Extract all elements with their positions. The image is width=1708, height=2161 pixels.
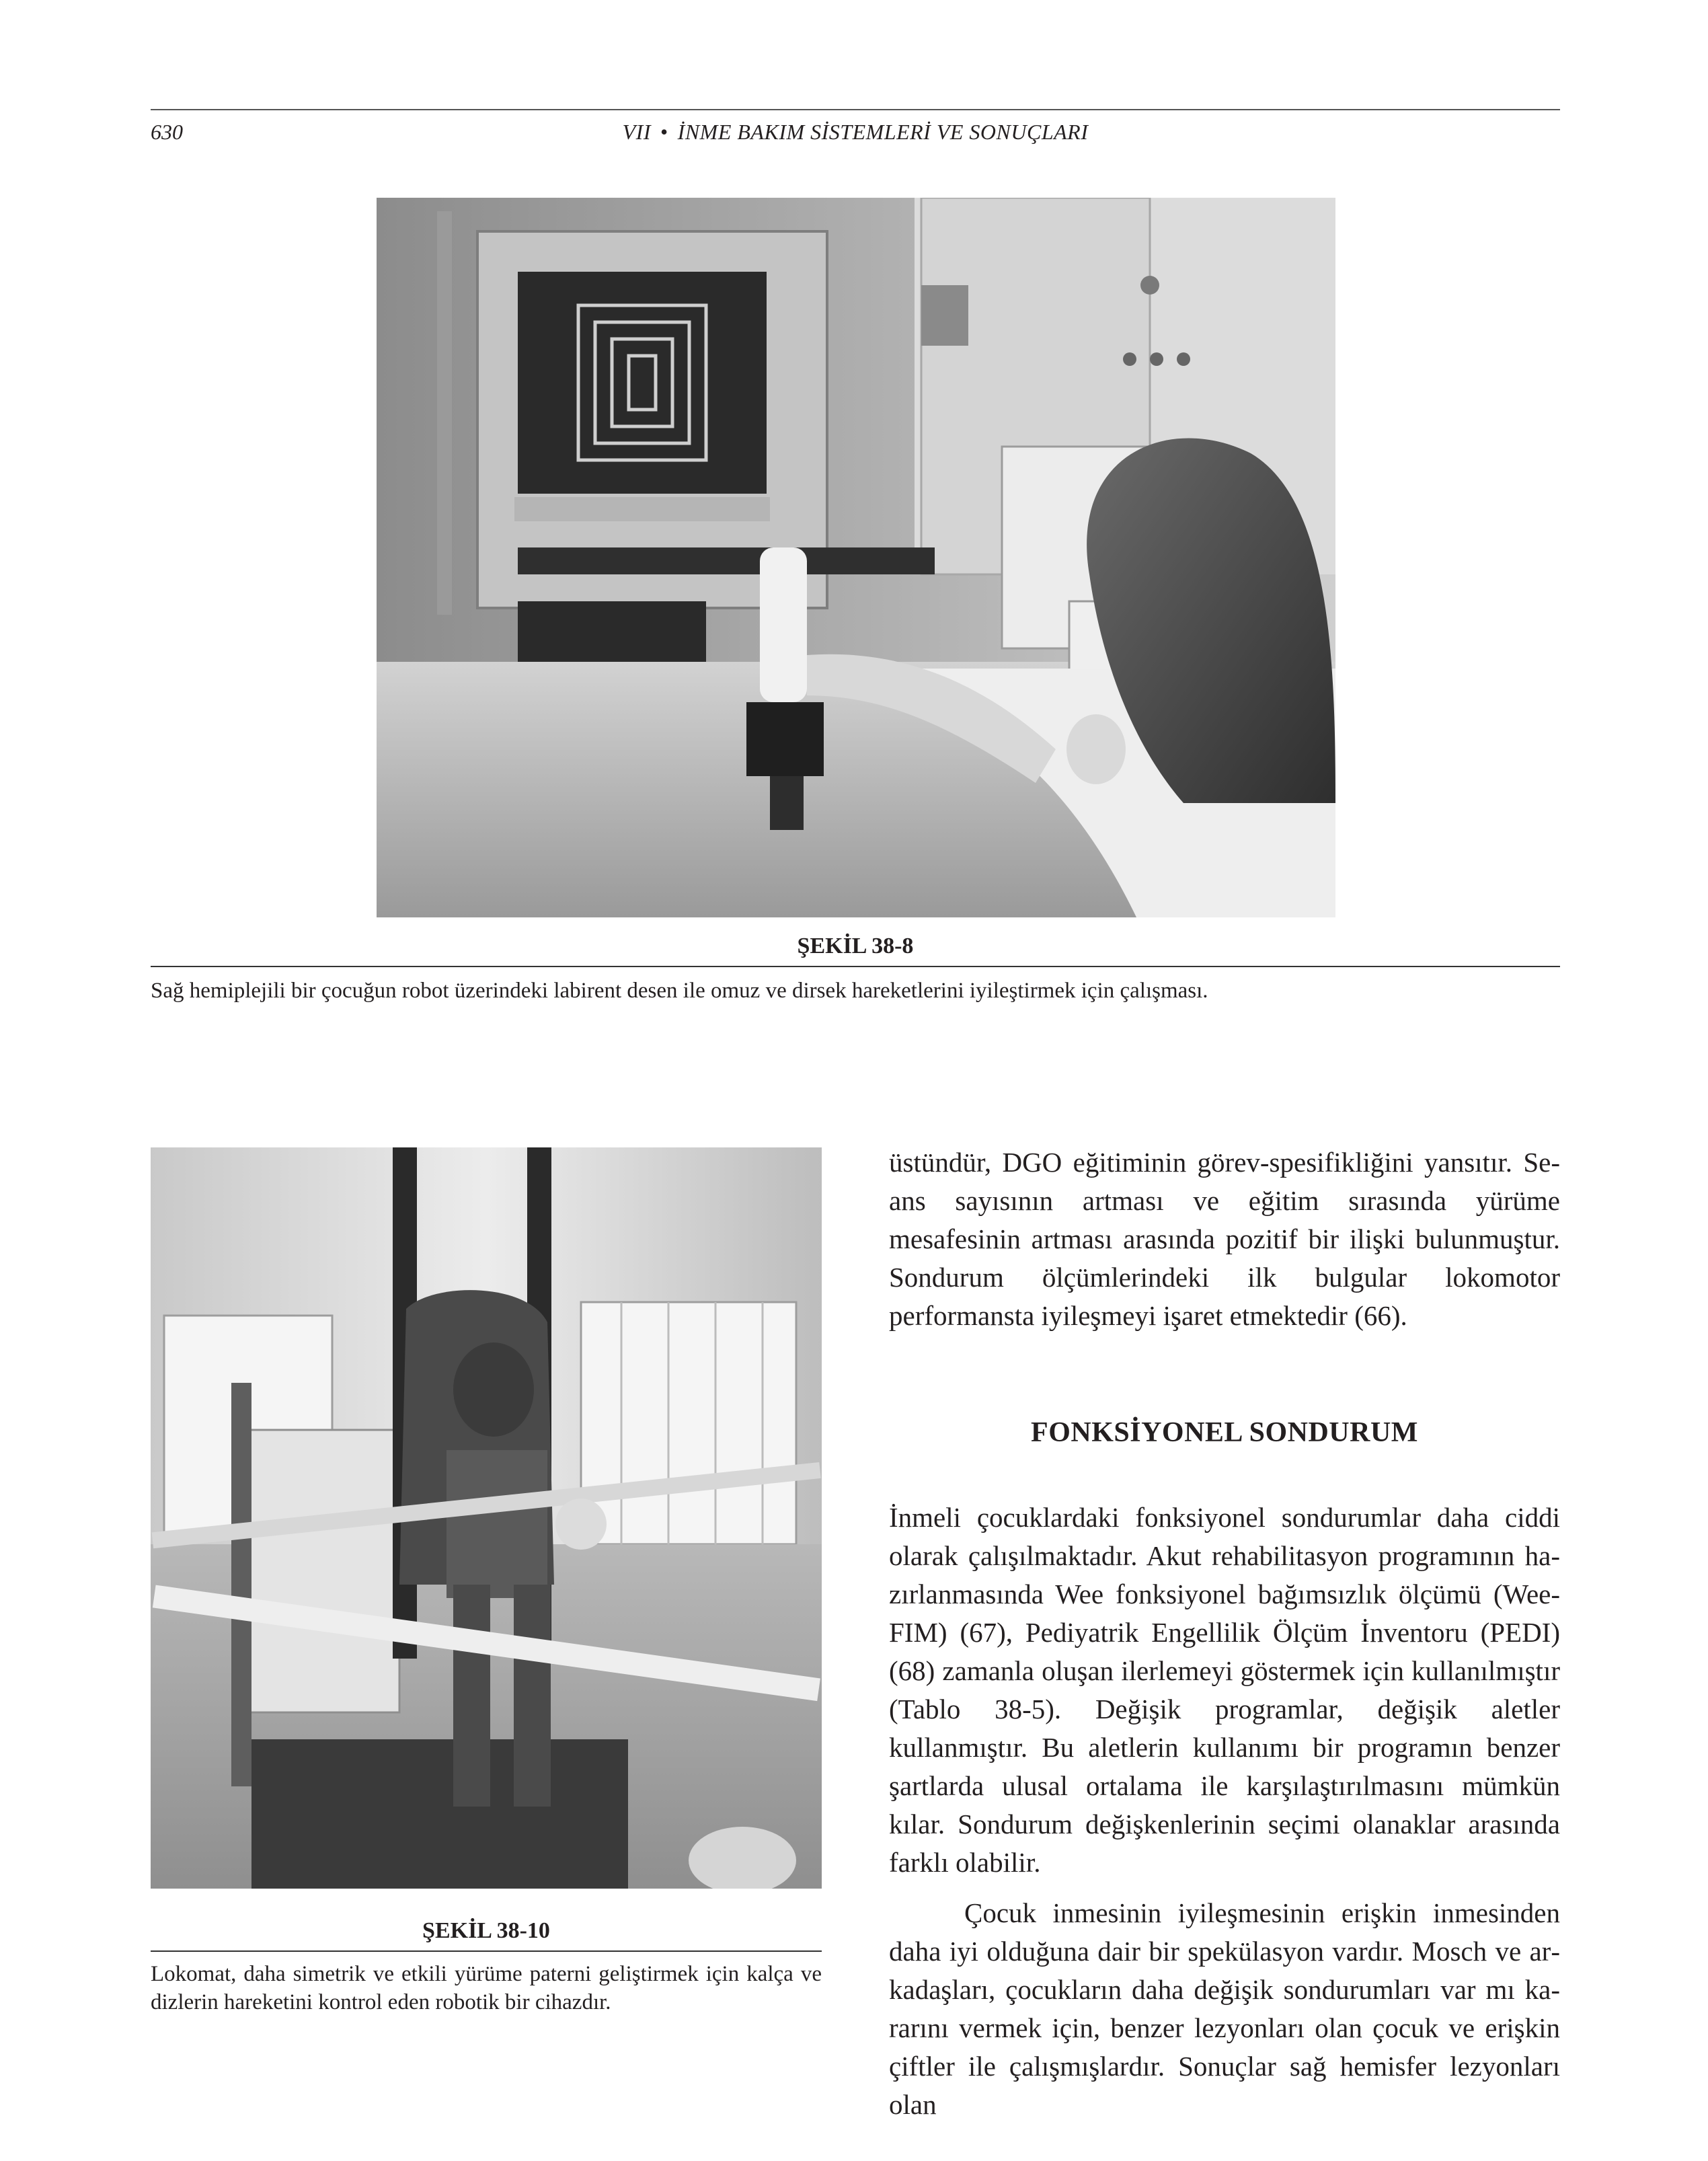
section-heading: FONKSİYONEL SONDURUM bbox=[1031, 1417, 1418, 1448]
figure-38-8-photo bbox=[377, 198, 1335, 917]
figure-38-8-label: ŞEKİL 38-8 bbox=[797, 934, 914, 958]
figure-38-8-caption-rule bbox=[151, 966, 1560, 967]
body-paragraph-continued: üstündür, DGO eğitiminin görev-spesifikliğini yansıtır. Seans sayısının artması ve eğitim sırasında yürüme mesafesinin artması arasında pozitif bir ilişki bulunmuştur. Sondurum ölçümlerindeki ilk bulgular lokomotor performansta iyileşmeyi işaret etmektedir (66). bbox=[889, 1147, 1560, 1331]
running-title-text: İNME BAKIM SİSTEMLERİ VE SONUÇLARI bbox=[677, 120, 1089, 144]
figure-38-8-caption: Sağ hemiplejili bir çocuğun robot üzerindeki labirent desen ile omuz ve dirsek hareketlerini iyileştirmek için çalışması. bbox=[151, 979, 1208, 1003]
running-title bbox=[151, 118, 1560, 145]
running-title-part: VII bbox=[622, 120, 651, 144]
figure-38-10-caption-rule bbox=[151, 1950, 822, 1952]
figure-38-10-label: ŞEKİL 38-10 bbox=[422, 1918, 550, 1943]
figure-38-10-caption: Lokomat, daha simetrik ve etkili yürüme paterni geliştirmek için kalça ve dizlerin hareketini kontrol eden robotik bir cihazdır. bbox=[151, 1962, 822, 2014]
figure-38-10-photo bbox=[151, 1147, 822, 1889]
figure-38-8-illustration bbox=[377, 198, 1335, 917]
figure-38-10-illustration bbox=[151, 1147, 822, 1889]
body-column-top bbox=[889, 1143, 1560, 1335]
body-paragraph: Çocuk inmesinin iyileşmesinin erişkin inmesinden daha iyi olduğuna dair bir spekülasyon vardır. Mosch ve arkadaşları, çocukların daha değişik sondurumları var mı kararını vermek için, benzer lezyonları olan çocuk ve erişkin çiftler ile çalışmışlardır. Sonuçlar sağ hemisfer lezyonları olan bbox=[889, 1897, 1560, 2120]
body-column-bottom bbox=[889, 1499, 1560, 2124]
header-rule bbox=[151, 109, 1560, 110]
running-title-bullet: • bbox=[660, 120, 668, 144]
body-paragraph: İnmeli çocuklardaki fonksiyonel sondurumlar daha ciddi olarak çalışılmaktadır. Akut rehabilitasyon programının hazırlanmasında Wee fonksiyonel bağımsızlık ölçümü (WeeFIM) (67), Pediyatrik Engellilik Ölçüm İnventoru (PEDI) (68) zamanla oluşan ilerlemeyi göstermek için kullanılmıştır (Tablo 38-5). Değişik programlar, değişik aletler kullanmıştır. Bu aletlerin kullanımı bir programın benzer şartlarda ulusal ortalama ile karşılaştırılmasını mümkün kılar. Sondurum değişkenlerinin seçimi olanaklar arasında farklı olabilir. bbox=[889, 1502, 1560, 1878]
page-number: 630 bbox=[151, 120, 183, 144]
